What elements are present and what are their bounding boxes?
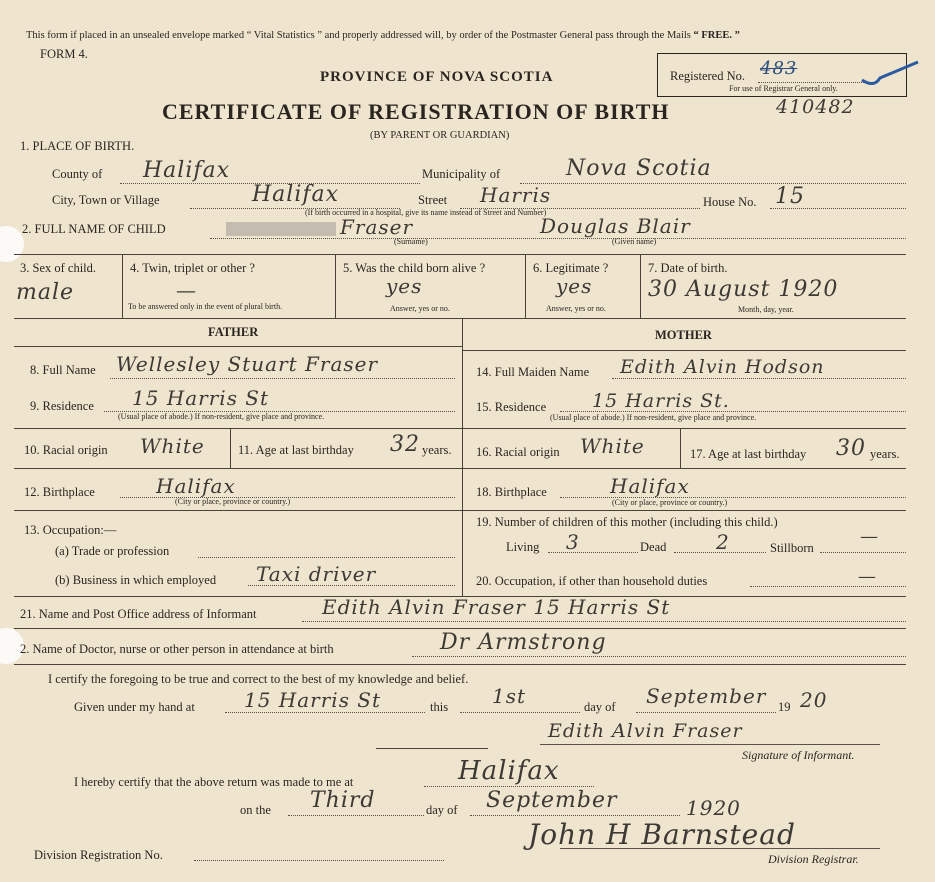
stamp-number: 410482 xyxy=(776,96,855,118)
hospital-note: (If birth occurred in a hospital, give its name instead of Street and Number) xyxy=(305,208,547,217)
row-divider xyxy=(14,510,462,511)
mother-occupation-label: 20. Occupation, if other than household duties xyxy=(476,574,708,588)
father-age-label: 11. Age at last birthday xyxy=(238,443,354,457)
page-title: CERTIFICATE OF REGISTRATION OF BIRTH xyxy=(162,99,670,124)
father-name-value: Wellesley Stuart Fraser xyxy=(116,352,379,376)
mother-birthplace-note: (City or place, province or country.) xyxy=(612,498,728,507)
registrar-place-value: Halifax xyxy=(458,756,560,786)
father-residence-value: 15 Harris St xyxy=(132,386,270,410)
county-value: Halifax xyxy=(143,158,231,183)
alive-label: 5. Was the child born alive ? xyxy=(343,261,486,275)
legitimate-label: 6. Legitimate ? xyxy=(533,261,609,275)
informant-signature-line xyxy=(540,744,880,745)
row-divider xyxy=(14,664,906,665)
given-label: Given under my hand at xyxy=(74,700,195,714)
mother-occupation-line xyxy=(750,586,906,587)
given-year-prefix: 19 xyxy=(778,700,791,714)
father-business-value: Taxi driver xyxy=(256,562,377,586)
father-business-label: (b) Business in which employed xyxy=(55,573,217,587)
this-label: this xyxy=(430,700,449,714)
sex-value: male xyxy=(16,280,75,305)
given-day-of-label: day of xyxy=(584,700,616,714)
check-mark-icon xyxy=(860,58,920,94)
street-label: Street xyxy=(418,193,448,207)
registrar-year-value: 1920 xyxy=(686,796,741,820)
column-divider xyxy=(122,254,123,318)
division-registration-label: Division Registration No. xyxy=(34,848,163,862)
column-divider xyxy=(640,254,641,318)
row-divider xyxy=(14,428,462,429)
twin-note: To be answered only in the event of plural birth. xyxy=(128,302,283,311)
city-value: Halifax xyxy=(252,182,340,207)
column-divider xyxy=(525,254,526,318)
father-years-label: years. xyxy=(422,443,452,457)
informant-value: Edith Alvin Fraser 15 Harris St xyxy=(322,595,671,619)
municipality-label: Municipality of xyxy=(422,167,501,181)
sex-label: 3. Sex of child. xyxy=(20,261,97,275)
registrar-use-note: For use of Registrar General only. xyxy=(729,84,838,93)
row-divider xyxy=(14,254,906,255)
dead-value: 2 xyxy=(716,530,730,554)
living-value: 3 xyxy=(566,530,580,554)
father-name-label: 8. Full Name xyxy=(30,363,96,377)
row-divider xyxy=(462,468,906,469)
row-divider xyxy=(14,468,462,469)
registrar-signature-line xyxy=(560,848,880,849)
mother-birthplace-value: Halifax xyxy=(610,474,690,498)
mother-name-line xyxy=(612,378,906,379)
twin-value: — xyxy=(176,278,197,302)
alive-note: Answer, yes or no. xyxy=(390,304,450,313)
mother-heading: MOTHER xyxy=(655,328,712,342)
mother-birthplace-label: 18. Birthplace xyxy=(476,485,547,499)
father-birthplace-label: 12. Birthplace xyxy=(24,485,95,499)
postal-free-text: “ FREE. ” xyxy=(693,30,740,41)
doctor-line xyxy=(412,656,906,657)
row-divider xyxy=(462,510,906,511)
living-line xyxy=(548,552,638,553)
postal-note-text: This form if placed in an unsealed envelope marked “ Vital Statistics ” and properly addressed will, by order of the Postmaster General pass through the Mails xyxy=(26,30,691,41)
doctor-value: Dr Armstrong xyxy=(440,630,607,655)
punch-hole xyxy=(0,226,24,262)
date-of-birth-note: Month, day, year. xyxy=(738,305,794,314)
mother-racial-label: 16. Racial origin xyxy=(476,445,560,459)
father-trade-line xyxy=(198,557,455,558)
registrar-month-value: September xyxy=(486,788,618,813)
father-residence-note: (Usual place of abode.) If non-resident, give place and province. xyxy=(118,412,325,421)
short-rule xyxy=(376,748,488,749)
column-divider xyxy=(230,428,231,468)
registrar-month-line xyxy=(470,815,680,816)
mother-residence-label: 15. Residence xyxy=(476,400,547,414)
dead-label: Dead xyxy=(640,540,667,554)
given-name-note: (Given name) xyxy=(612,237,657,246)
row-divider xyxy=(14,318,906,319)
registrar-signature: John H Barnstead xyxy=(528,818,796,851)
row-divider xyxy=(462,428,906,429)
father-trade-label: (a) Trade or profession xyxy=(55,544,170,558)
house-label: House No. xyxy=(703,195,757,209)
father-mother-divider xyxy=(462,318,463,596)
informant-label: 21. Name and Post Office address of Informant xyxy=(20,607,257,621)
column-divider xyxy=(335,254,336,318)
twin-label: 4. Twin, triplet or other ? xyxy=(130,261,255,275)
stillborn-label: Stillborn xyxy=(770,541,814,555)
column-divider xyxy=(680,428,681,468)
father-racial-value: White xyxy=(140,434,205,458)
division-registrar-label: Division Registrar. xyxy=(768,852,859,866)
certify-statement: I certify the foregoing to be true and correct to the best of my knowledge and belief. xyxy=(48,672,469,686)
registrar-statement: I hereby certify that the above return was made to me at xyxy=(74,775,354,789)
date-of-birth-value: 30 August 1920 xyxy=(648,277,839,302)
municipality-value: Nova Scotia xyxy=(566,156,712,181)
given-month-line xyxy=(636,712,776,713)
registrar-day-line xyxy=(288,815,424,816)
municipality-line xyxy=(520,183,906,184)
informant-signature-label: Signature of Informant. xyxy=(742,748,855,762)
informant-line xyxy=(302,621,906,622)
informant-signature: Edith Alvin Fraser xyxy=(548,720,743,742)
erased-name-mark xyxy=(226,222,336,236)
house-value: 15 xyxy=(775,184,805,209)
date-of-birth-label: 7. Date of birth. xyxy=(648,261,728,275)
father-residence-label: 9. Residence xyxy=(30,399,94,413)
registrar-place-line xyxy=(424,786,594,787)
county-label: County of xyxy=(52,167,103,181)
city-label: City, Town or Village xyxy=(52,193,160,207)
given-year-value: 20 xyxy=(800,688,828,712)
given-place-value: 15 Harris St xyxy=(244,688,382,712)
place-of-birth-heading: 1. PLACE OF BIRTH. xyxy=(20,139,135,153)
stillborn-line xyxy=(820,552,906,553)
given-place-line xyxy=(225,712,425,713)
legitimate-value: yes xyxy=(556,274,593,298)
row-divider xyxy=(462,350,906,351)
postal-note xyxy=(26,30,740,41)
living-label: Living xyxy=(506,540,540,554)
legitimate-note: Answer, yes or no. xyxy=(546,304,606,313)
child-given-name: Douglas Blair xyxy=(540,214,691,238)
alive-value: yes xyxy=(386,274,423,298)
stillborn-value: — xyxy=(860,526,879,547)
division-registration-line xyxy=(194,860,444,861)
mother-age-value: 30 xyxy=(836,436,866,461)
registered-value: 483 xyxy=(760,58,798,79)
mother-age-label: 17. Age at last birthday xyxy=(690,447,807,461)
mother-years-label: years. xyxy=(870,447,900,461)
mother-children-label: 19. Number of children of this mother (including this child.) xyxy=(476,515,778,529)
child-surname: Fraser xyxy=(340,215,414,239)
father-age-value: 32 xyxy=(390,432,420,457)
mother-name-label: 14. Full Maiden Name xyxy=(476,365,590,379)
province-heading: PROVINCE OF NOVA SCOTIA xyxy=(320,69,554,85)
mother-name-value: Edith Alvin Hodson xyxy=(620,356,825,378)
mother-residence-note: (Usual place of abode.) If non-resident, give place and province. xyxy=(550,413,757,422)
registrar-on-label: on the xyxy=(240,803,271,817)
child-name-label: 2. FULL NAME OF CHILD xyxy=(22,222,166,236)
form-number: FORM 4. xyxy=(40,47,88,61)
mother-occupation-value: — xyxy=(858,566,877,587)
surname-note: (Surname) xyxy=(394,237,428,246)
father-birthplace-note: (City or place, province or country.) xyxy=(175,497,291,506)
father-name-line xyxy=(110,378,455,379)
child-name-line xyxy=(210,238,906,239)
given-month-value: September xyxy=(646,684,767,708)
row-divider xyxy=(14,628,906,629)
row-divider xyxy=(14,346,462,347)
father-birthplace-value: Halifax xyxy=(156,474,236,498)
street-value: Harris xyxy=(480,183,552,207)
mother-residence-value: 15 Harris St. xyxy=(592,390,730,412)
given-day-value: 1st xyxy=(492,684,527,708)
doctor-label: 2. Name of Doctor, nurse or other person in attendance at birth xyxy=(20,642,334,656)
father-occupation-label: 13. Occupation:— xyxy=(24,523,117,537)
registrar-day-of-label: day of xyxy=(426,803,458,817)
father-racial-label: 10. Racial origin xyxy=(24,443,108,457)
page-subtitle: (BY PARENT OR GUARDIAN) xyxy=(370,130,510,141)
registrar-day-value: Third xyxy=(310,788,376,813)
registered-label: Registered No. xyxy=(670,69,745,83)
father-heading: FATHER xyxy=(208,325,259,339)
mother-racial-value: White xyxy=(580,434,645,458)
given-day-line xyxy=(460,712,580,713)
